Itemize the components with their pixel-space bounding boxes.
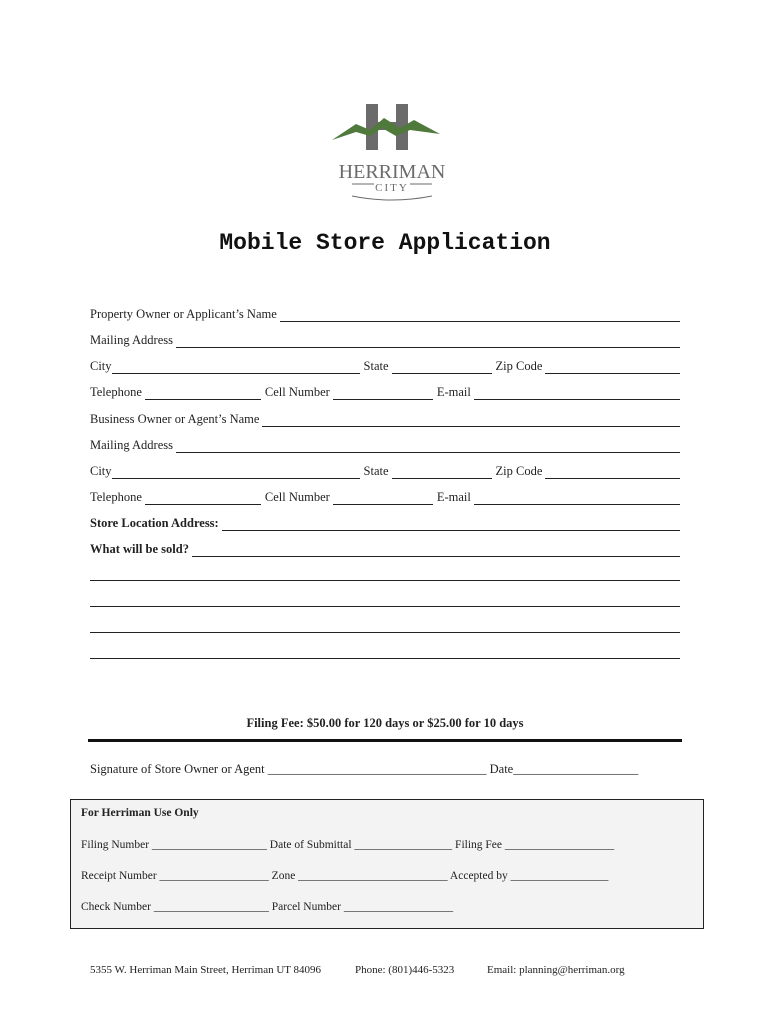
property-owner-telephone-label: Telephone [90, 385, 142, 399]
property-owner-email-label: E-mail [436, 385, 471, 399]
svg-text:CITY: CITY [375, 182, 409, 194]
what-sold-field[interactable] [192, 542, 680, 557]
herriman-city-logo [330, 100, 454, 204]
property-owner-state-label: State [363, 359, 389, 373]
footer-address: 5355 W. Herriman Main Street, Herriman UT 84096 [90, 964, 322, 976]
office-row-filing[interactable]: Filing Number ____________________ Date of Submittal _________________ Filing Fee ___________________ [81, 839, 615, 851]
property-owner-email-field[interactable] [474, 385, 680, 400]
property-owner-cell-field[interactable] [333, 385, 433, 400]
store-location-row [90, 513, 680, 531]
business-owner-email-field[interactable] [474, 490, 680, 505]
business-owner-mailing-label: Mailing Address [90, 438, 173, 452]
property-owner-name-field[interactable] [280, 307, 680, 322]
business-owner-state-label: State [363, 464, 389, 478]
office-use-box [70, 799, 704, 929]
property-owner-mailing-field[interactable] [176, 333, 680, 348]
business-owner-name-row [90, 409, 680, 427]
property-owner-phone-row [90, 382, 680, 400]
property-owner-zip-field[interactable] [545, 359, 680, 374]
store-location-label: Store Location Address: [90, 516, 219, 530]
office-row-receipt[interactable]: Receipt Number ___________________ Zone __________________________ Accepted by _________________ [81, 870, 609, 882]
business-owner-city-label: City [90, 464, 112, 478]
property-owner-zip-label: Zip Code [495, 359, 543, 373]
svg-text:HERRIMAN: HERRIMAN [338, 161, 446, 183]
business-owner-telephone-field[interactable] [145, 490, 261, 505]
business-owner-city-field[interactable] [112, 464, 360, 479]
property-owner-city-label: City [90, 359, 112, 373]
business-owner-zip-label: Zip Code [495, 464, 543, 478]
property-owner-telephone-field[interactable] [145, 385, 261, 400]
business-owner-cell-field[interactable] [333, 490, 433, 505]
business-owner-name-field[interactable] [262, 412, 680, 427]
store-location-field[interactable] [222, 516, 680, 531]
business-owner-city-row [90, 461, 680, 479]
what-sold-line-4[interactable] [90, 632, 680, 633]
what-sold-line-5[interactable] [90, 658, 680, 659]
property-owner-city-row [90, 356, 680, 374]
property-owner-city-field[interactable] [112, 359, 360, 374]
business-owner-state-field[interactable] [392, 464, 492, 479]
business-owner-name-label: Business Owner or Agent’s Name [90, 412, 260, 426]
page-title: Mobile Store Application [219, 230, 551, 256]
business-owner-mailing-field[interactable] [176, 438, 680, 453]
section-divider [88, 739, 682, 742]
property-owner-mailing-row [90, 330, 680, 348]
business-owner-telephone-label: Telephone [90, 490, 142, 504]
business-owner-phone-row [90, 487, 680, 505]
office-row-check[interactable]: Check Number ____________________ Parcel Number ___________________ [81, 901, 454, 913]
filing-fee-text: Filing Fee: $50.00 for 120 days or $25.00 for 10 days [246, 716, 524, 730]
what-sold-line-2[interactable] [90, 580, 680, 581]
property-owner-mailing-label: Mailing Address [90, 333, 173, 347]
business-owner-email-label: E-mail [436, 490, 471, 504]
property-owner-cell-label: Cell Number [264, 385, 330, 399]
property-owner-state-field[interactable] [392, 359, 492, 374]
business-owner-mailing-row [90, 435, 680, 453]
office-use-title: For Herriman Use Only [81, 807, 199, 819]
business-owner-cell-label: Cell Number [264, 490, 330, 504]
footer-email: Email: planning@herriman.org [487, 964, 625, 976]
property-owner-name-row [90, 304, 680, 322]
business-owner-zip-field[interactable] [545, 464, 680, 479]
signature-line[interactable]: Signature of Store Owner or Agent ___________________________________ Date____________________ [90, 762, 639, 776]
what-sold-row [90, 539, 680, 557]
what-sold-line-3[interactable] [90, 606, 680, 607]
property-owner-name-label: Property Owner or Applicant’s Name [90, 307, 277, 321]
what-sold-label: What will be sold? [90, 542, 189, 556]
footer-phone: Phone: (801)446-5323 [355, 964, 455, 976]
